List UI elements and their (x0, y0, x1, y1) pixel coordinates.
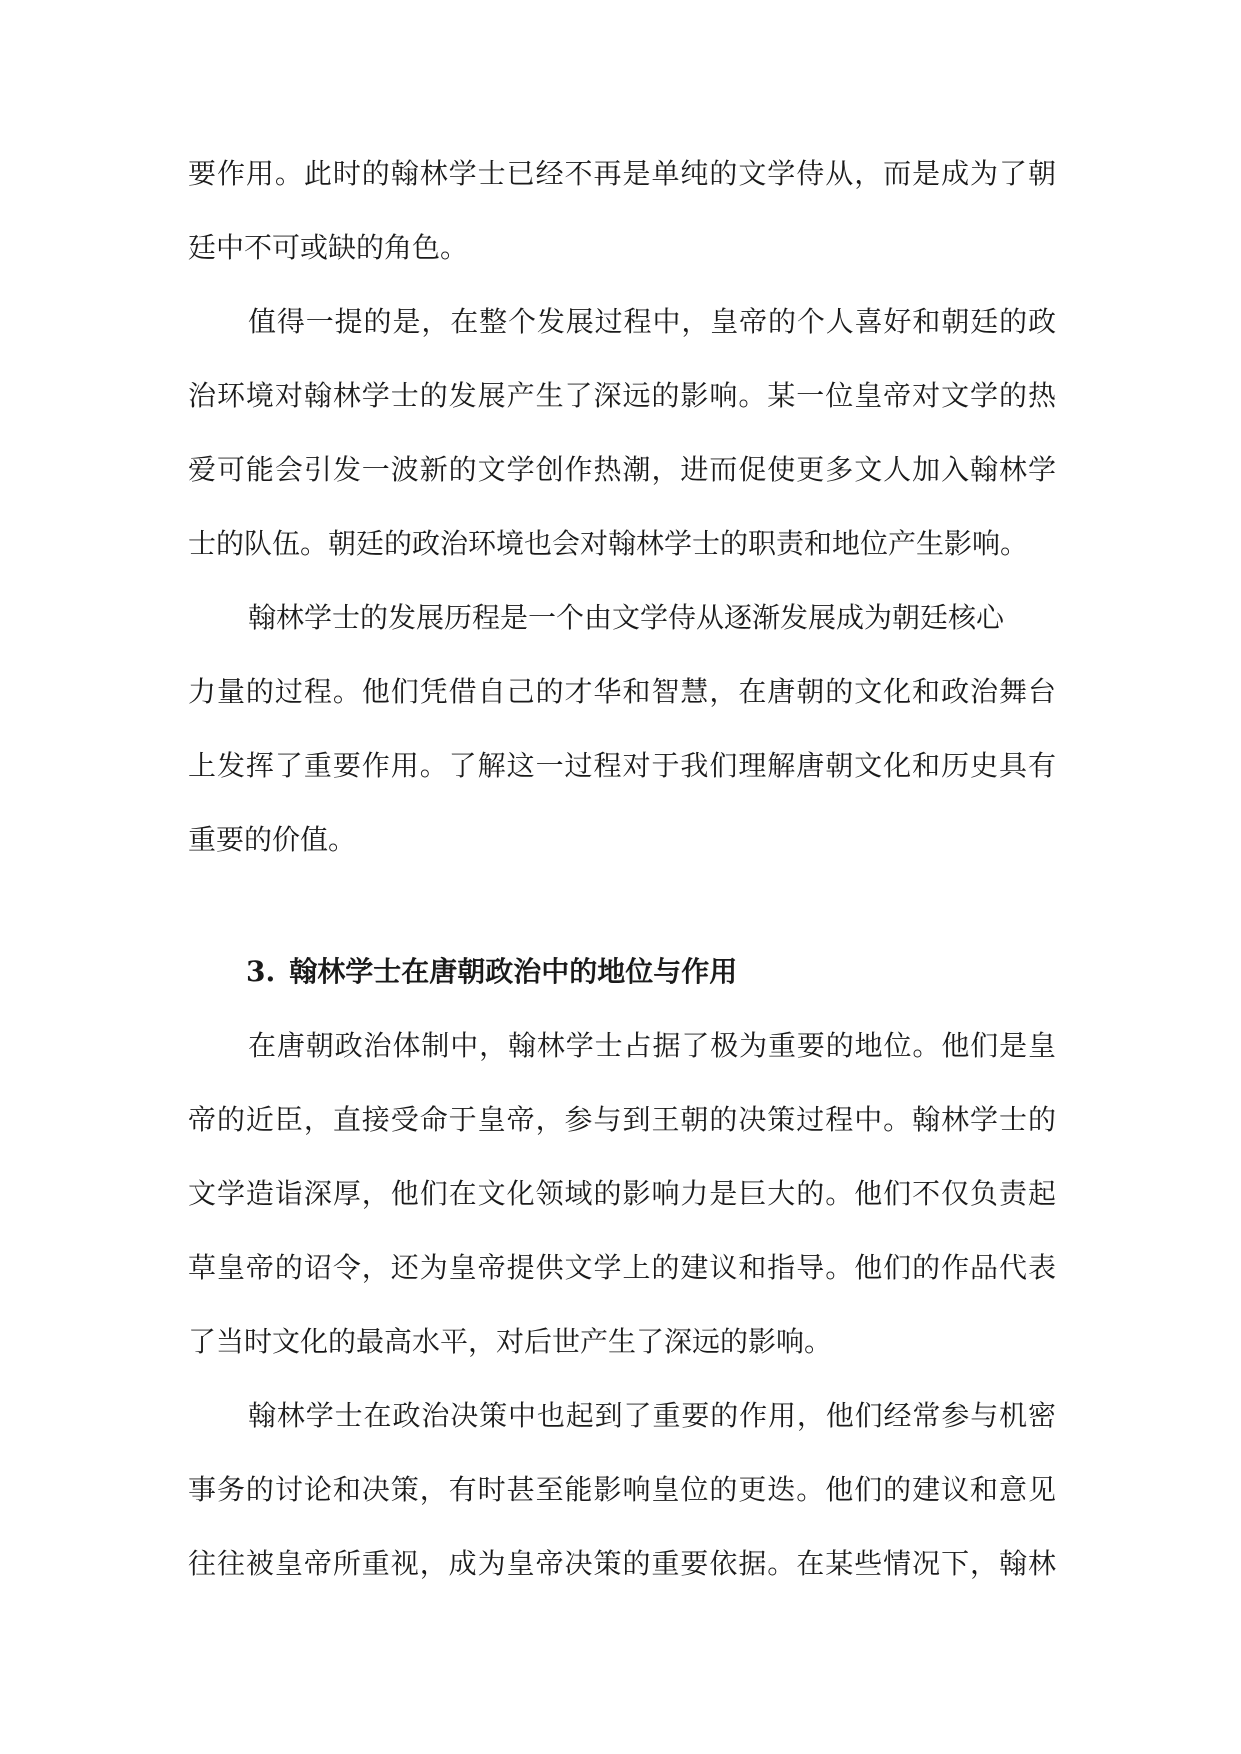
text-line: 往往被皇帝所重视，成为皇帝决策的重要依据。在某些情况下，翰林 (188, 1547, 1056, 1580)
paragraph-2 (188, 285, 1056, 581)
text-line: 了当时文化的最高水平，对后世产生了深远的影响。 (188, 1325, 833, 1358)
text-line: 草皇帝的诏令，还为皇帝提供文学上的建议和指导。他们的作品代表 (188, 1251, 1056, 1284)
text-line: 力量的过程。他们凭借自己的才华和智慧，在唐朝的文化和政治舞台 (188, 675, 1056, 708)
paragraph-5 (188, 1379, 1056, 1601)
text-line: 上发挥了重要作用。了解这一过程对于我们理解唐朝文化和历史具有 (188, 749, 1056, 782)
text-line: 翰林学士在政治决策中也起到了重要的作用，他们经常参与机密 (248, 1399, 1056, 1432)
paragraph-3 (188, 581, 1056, 877)
text-line: 文学造诣深厚，他们在文化领域的影响力是巨大的。他们不仅负责起 (188, 1177, 1056, 1210)
section-number: 3. (246, 955, 276, 988)
text-line: 翰林学士的发展历程是一个由文学侍从逐渐发展成为朝廷核心 (248, 601, 1005, 634)
text-line: 廷中不可或缺的角色。 (188, 231, 469, 264)
paragraph-4 (188, 1009, 1056, 1379)
text-line: 在唐朝政治体制中，翰林学士占据了极为重要的地位。他们是皇 (248, 1029, 1056, 1062)
document-body (188, 137, 1056, 1601)
text-line: 重要的价值。 (188, 823, 357, 856)
text-line: 士的队伍。朝廷的政治环境也会对翰林学士的职责和地位产生影响。 (188, 527, 1029, 560)
text-line: 值得一提的是，在整个发展过程中，皇帝的个人喜好和朝廷的政 (248, 305, 1056, 338)
text-line: 帝的近臣，直接受命于皇帝，参与到王朝的决策过程中。翰林学士的 (188, 1103, 1056, 1136)
text-line: 事务的讨论和决策，有时甚至能影响皇位的更迭。他们的建议和意见 (188, 1473, 1056, 1506)
paragraph-1 (188, 137, 1056, 285)
text-line: 要作用。此时的翰林学士已经不再是单纯的文学侍从，而是成为了朝 (188, 157, 1056, 190)
section-heading (188, 935, 1056, 1009)
section-spacer (188, 877, 1056, 935)
text-line: 爱可能会引发一波新的文学创作热潮，进而促使更多文人加入翰林学 (188, 453, 1056, 486)
section-title: 翰林学士在唐朝政治中的地位与作用 (289, 955, 738, 988)
text-line: 治环境对翰林学士的发展产生了深远的影响。某一位皇帝对文学的热 (188, 379, 1056, 412)
